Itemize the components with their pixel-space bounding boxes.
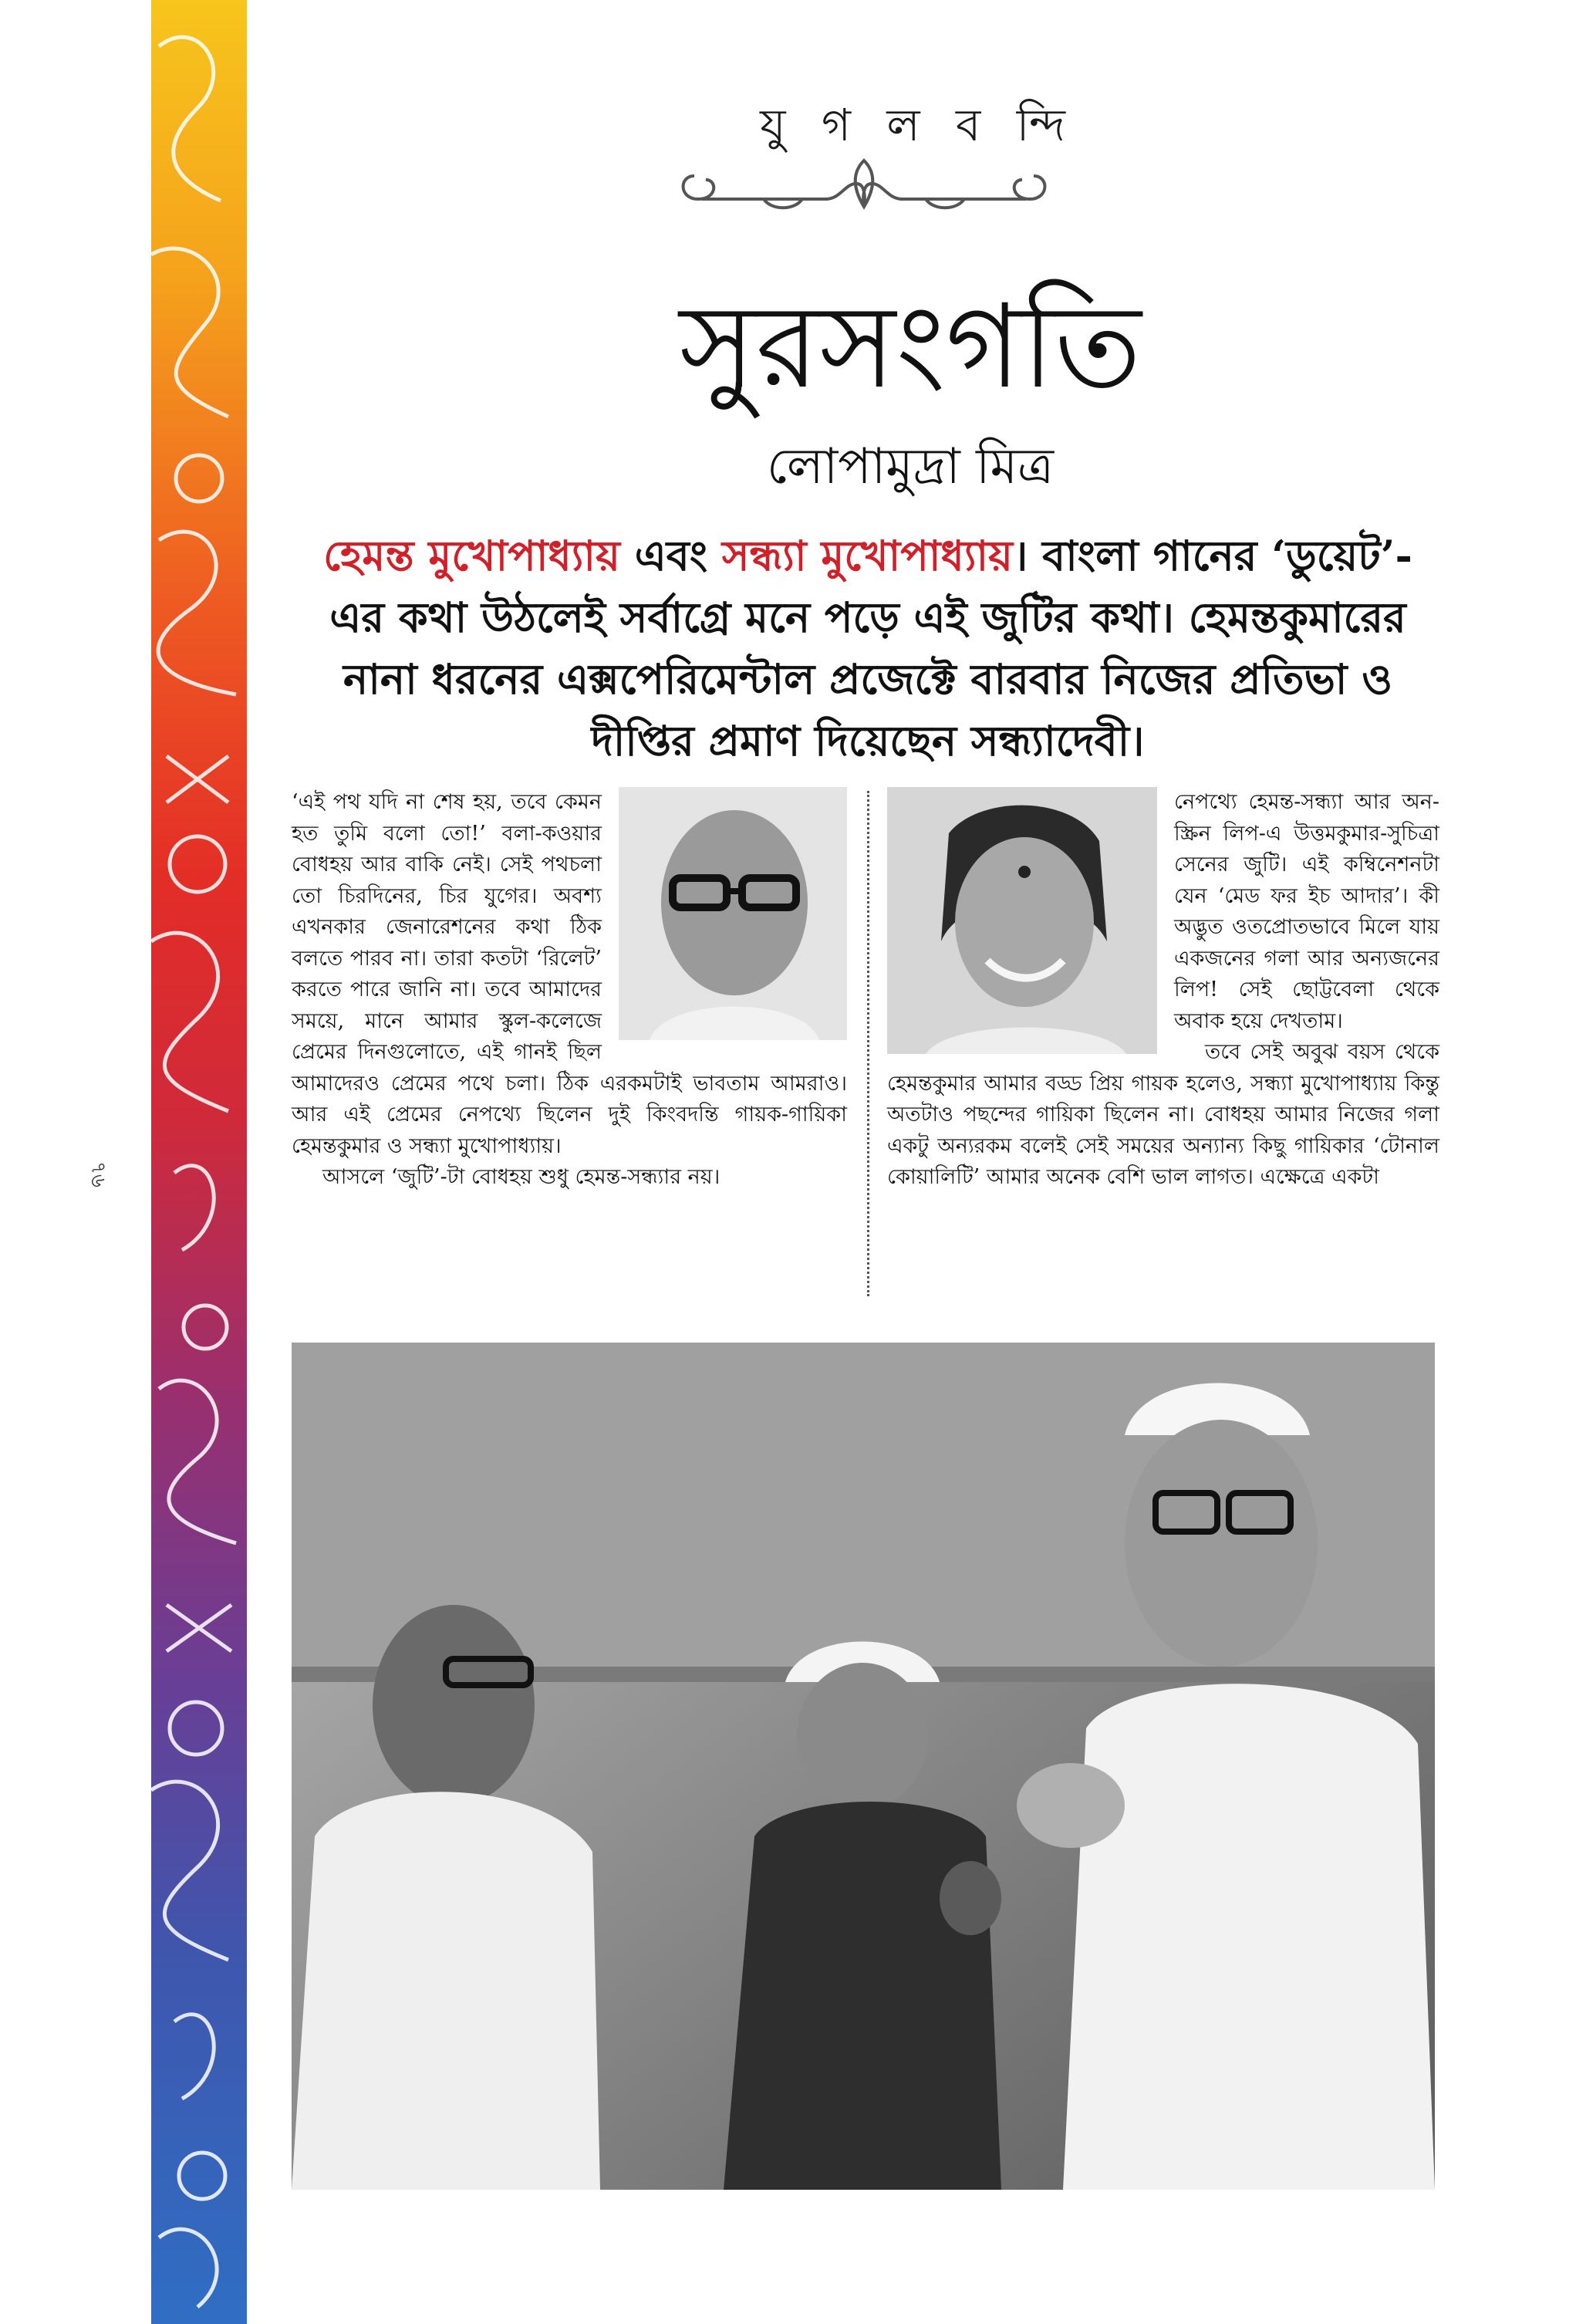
series-title: যু গ ল ব ন্দি [760,99,1076,151]
body-column-right [887,787,1439,1194]
body-column-left [292,787,847,1194]
portrait-hemanta-graphic [619,787,847,1040]
portrait-sandhya-graphic [887,787,1157,1054]
lede-paragraph [305,525,1431,772]
lede-rest: । বাংলা গানের ‘ডুয়েট’-এর কথা উঠলেই সর্বাগ্রে মনে পড়ে এই জুটির কথা। হেমন্তকুমারের নানা ধরনের এক্সপেরিমেন্টাল প্রজেক্টে বারবার নিজের প্রতিভা ও দীপ্তির প্রমাণ দিয়েছেন সন্ধ্যাদেবী। [329,531,1412,765]
right-paragraph-2: তবে সেই অবুঝ বয়স থেকে হেমন্তকুমার আমার বড্ড প্রিয় গায়ক হলেও, সন্ধ্যা মুখোপাধ্যায় কিন্তু অতটাও পছন্দের গায়িকা ছিলেন না। বোধহয় আমার নিজের গলা একটু অন্যরকম বলেই সেই সময়ের অন্যান্য কিছু গায়িকার ‘টোনাল কোয়ালিটি’ আমার অনেক বেশি ভাল লাগত। এক্ষেত্রে একটা [887,1040,1439,1189]
article-title: সুরসংগতি [679,280,1142,414]
floral-pattern [151,0,247,2324]
ornament-divider [671,145,1057,222]
column-divider [867,791,869,1296]
group-photograph-graphic [292,1343,1435,2190]
left-paragraph-2: আসলে ‘জুটি’-টা বোধহয় শুধু হেমন্ত-সন্ধ্যার নয়। [322,1165,721,1189]
lede-conjunction: এবং [619,531,722,580]
lede-name-hemanta: হেমন্ত মুখোপাধ্যায় [323,531,620,580]
group-photograph [292,1343,1435,2190]
author-name: লোপামুদ্রা মিত্র [766,438,1055,495]
decorative-floral-band [151,0,247,2324]
lede-name-sandhya: সন্ধ্যা মুখোপাধ্যায় [721,531,1013,580]
portrait-hemanta [619,787,847,1040]
right-paragraph-1: নেপথ্যে হেমন্ত-সন্ধ্যা আর অন-স্ক্রিন লিপ-এ উত্তমকুমার-সুচিত্রা সেনের জুটি। এই কম্বিনেশনটা যেন ‘মেড ফর ইচ আদার’। কী অদ্ভুত ওতপ্রোতভাবে মিলে যায় একজনের গলা আর অন্যজনের লিপ! সেই ছোট্টবেলা থেকে অবাক হয়ে দেখতাম। [1174,790,1439,1033]
page-number: ৭৬ [86,1161,110,1187]
left-paragraph-1: ‘এই পথ যদি না শেষ হয়, তবে কেমন হত তুমি বলো তো!’ বলা-কওয়ার বোধহয় আর বাকি নেই। সেই পথচলা তো চিরদিনের, চির যুগের। অবশ্য এখনকার জেনারেশনের কথা ঠিক বলতে পারব না। তারা কতটা ‘রিলেট’ করতে পারে জানি না। তবে আমাদের সময়ে, মানে আমার স্কুল-কলেজে প্রেমের দিনগুলোতে, এই গানই ছিল আমাদেরও প্রেমের পথে চলা। ঠিক এরকমটাই ভাবতাম আমরাও। আর এই প্রেমের নেপথ্যে ছিলেন দুই কিংবদন্তি গায়ক-গায়িকা হেমন্তকুমার ও সন্ধ্যা মুখোপাধ্যায়। [292,790,847,1158]
portrait-sandhya [887,787,1157,1054]
